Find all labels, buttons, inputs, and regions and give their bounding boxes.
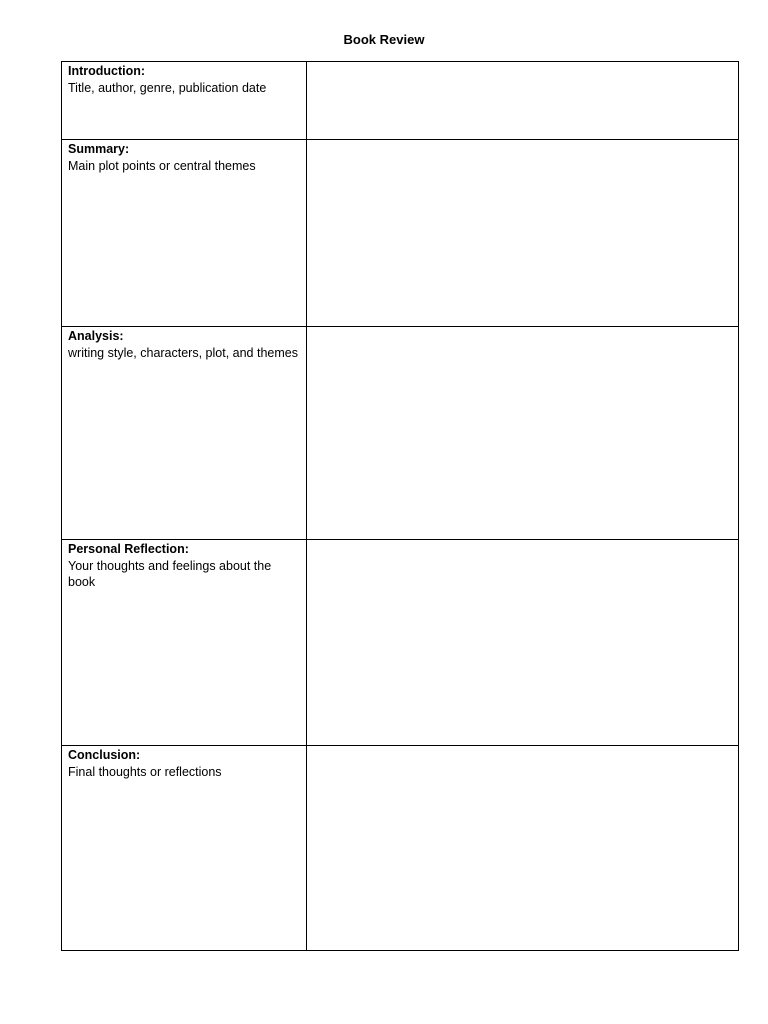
answer-cell-summary[interactable] <box>307 140 739 327</box>
section-description-analysis: writing style, characters, plot, and themes <box>68 345 298 360</box>
answer-cell-introduction[interactable] <box>307 62 739 140</box>
section-heading-analysis: Analysis: <box>68 329 124 343</box>
label-cell-conclusion <box>62 746 307 951</box>
table-row-conclusion <box>62 746 739 951</box>
table-row-introduction <box>62 62 739 140</box>
label-cell-analysis <box>62 327 307 540</box>
label-cell-summary <box>62 140 307 327</box>
answer-cell-personal-reflection[interactable] <box>307 540 739 746</box>
label-cell-personal-reflection <box>62 540 307 746</box>
table-row-analysis <box>62 327 739 540</box>
table-row-summary <box>62 140 739 327</box>
label-cell-introduction <box>62 62 307 140</box>
section-heading-summary: Summary: <box>68 142 130 156</box>
answer-cell-analysis[interactable] <box>307 327 739 540</box>
section-heading-conclusion: Conclusion: <box>68 748 141 762</box>
table-row-personal-reflection <box>62 540 739 746</box>
book-review-table <box>61 61 739 951</box>
section-description-summary: Main plot points or central themes <box>68 158 256 173</box>
section-description-conclusion: Final thoughts or reflections <box>68 764 222 779</box>
section-description-personal-reflection: Your thoughts and feelings about the book <box>68 558 272 589</box>
section-description-introduction: Title, author, genre, publication date <box>68 80 267 95</box>
section-heading-introduction: Introduction: <box>68 64 146 78</box>
answer-cell-conclusion[interactable] <box>307 746 739 951</box>
page-title: Book Review <box>343 32 425 47</box>
section-heading-personal-reflection: Personal Reflection: <box>68 542 189 556</box>
